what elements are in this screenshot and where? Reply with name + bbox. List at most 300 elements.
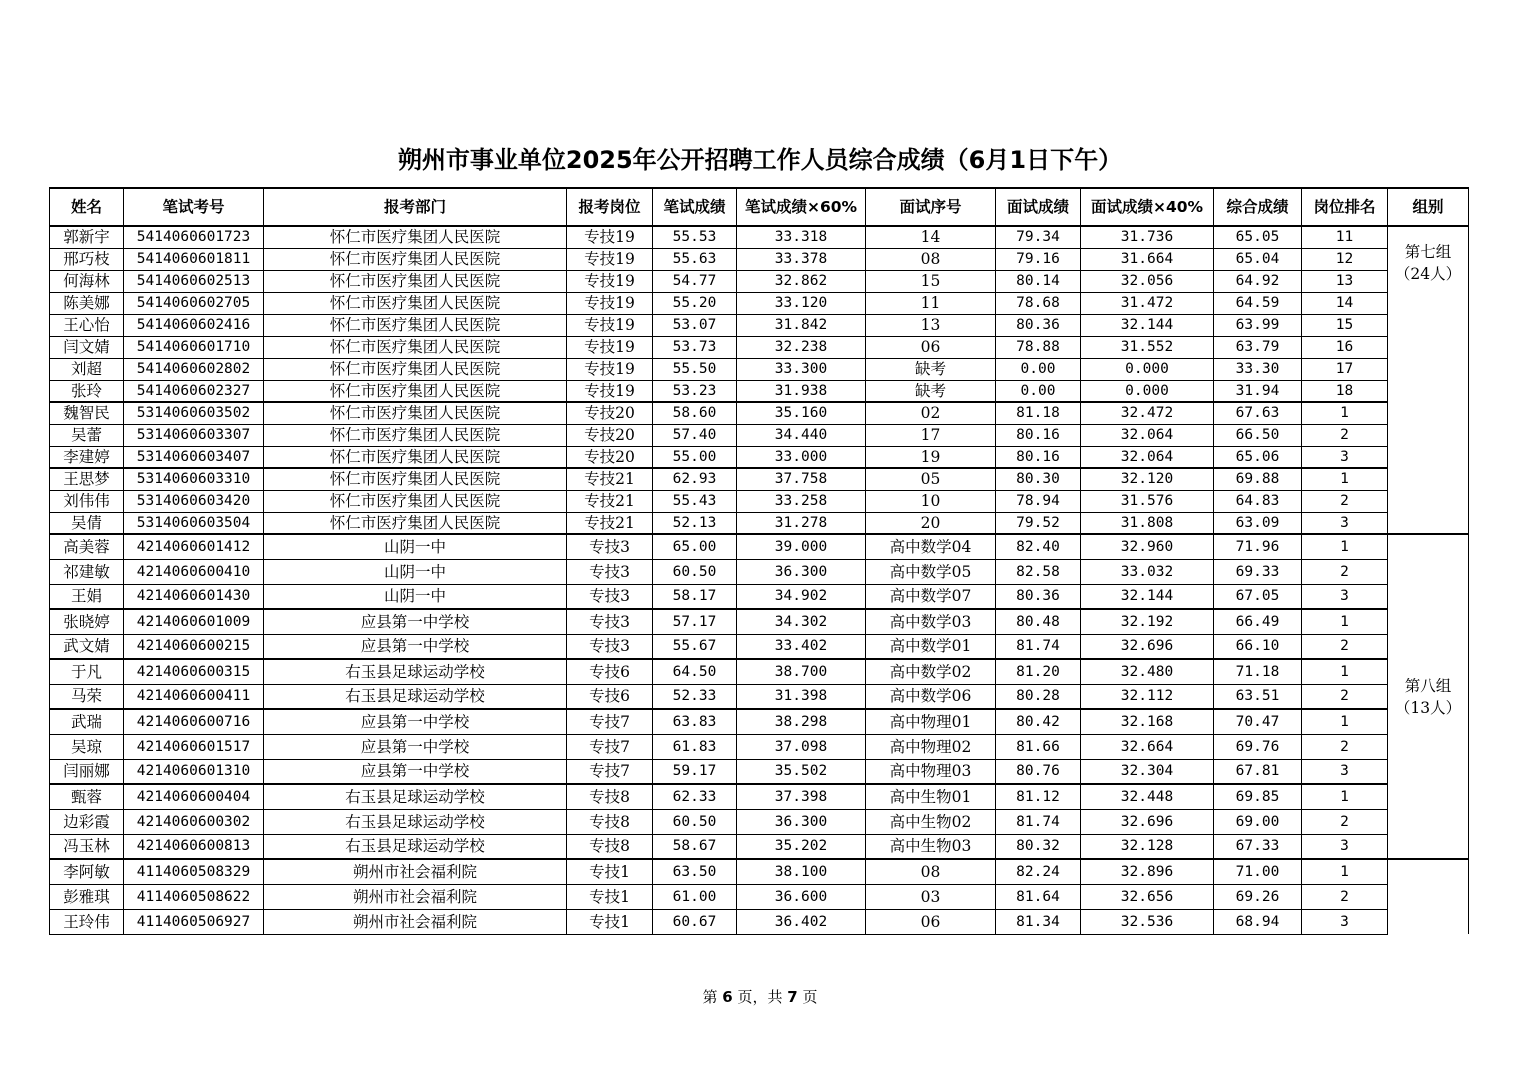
cell-position: 专技19 [567,226,653,248]
cell-rank: 2 [1302,424,1388,446]
cell-rank: 1 [1302,659,1388,684]
table-row [50,292,1469,314]
col-header-interview-no: 面试序号 [866,188,996,226]
cell-written-score: 55.53 [653,226,737,248]
cell-department: 怀仁市医疗集团人民医院 [264,226,567,248]
cell-interview-no: 高中生物02 [866,809,996,834]
cell-rank: 1 [1302,402,1388,424]
cell-department: 朔州市社会福利院 [264,884,567,909]
cell-rank: 1 [1302,859,1388,884]
cell-department: 怀仁市医疗集团人民医院 [264,446,567,468]
cell-interview-weighted: 32.480 [1081,659,1214,684]
group-cell [1388,534,1469,859]
cell-written-score: 53.73 [653,336,737,358]
cell-position: 专技19 [567,380,653,402]
cell-name: 马荣 [50,684,124,709]
cell-interview-score: 80.30 [996,468,1081,490]
cell-interview-weighted: 31.576 [1081,490,1214,512]
cell-exam-no: 4214060600410 [124,559,264,584]
cell-interview-weighted: 0.000 [1081,380,1214,402]
cell-total-score: 69.85 [1214,784,1302,809]
cell-department: 右玉县足球运动学校 [264,684,567,709]
cell-interview-score: 81.74 [996,634,1081,659]
cell-department: 朔州市社会福利院 [264,909,567,934]
cell-interview-score: 80.28 [996,684,1081,709]
cell-interview-score: 80.14 [996,270,1081,292]
cell-rank: 3 [1302,446,1388,468]
cell-interview-score: 80.16 [996,446,1081,468]
cell-rank: 11 [1302,226,1388,248]
cell-interview-no: 17 [866,424,996,446]
cell-total-score: 69.33 [1214,559,1302,584]
cell-total-score: 63.99 [1214,314,1302,336]
cell-exam-no: 4214060600404 [124,784,264,809]
cell-written-score: 55.20 [653,292,737,314]
table-row [50,424,1469,446]
cell-position: 专技7 [567,709,653,734]
cell-position: 专技7 [567,759,653,784]
cell-written-score: 62.93 [653,468,737,490]
cell-written-weighted: 33.300 [737,358,866,380]
cell-position: 专技21 [567,490,653,512]
cell-written-score: 58.67 [653,834,737,859]
cell-position: 专技1 [567,884,653,909]
cell-rank: 18 [1302,380,1388,402]
cell-exam-no: 4214060600215 [124,634,264,659]
cell-interview-weighted: 31.808 [1081,512,1214,534]
cell-interview-no: 高中数学07 [866,584,996,609]
table-row [50,559,1469,584]
cell-written-score: 52.13 [653,512,737,534]
cell-written-score: 63.83 [653,709,737,734]
cell-position: 专技21 [567,512,653,534]
cell-interview-no: 高中物理03 [866,759,996,784]
group-cell [1388,226,1469,534]
cell-written-weighted: 38.298 [737,709,866,734]
cell-name: 闫文婧 [50,336,124,358]
cell-exam-no: 4214060600716 [124,709,264,734]
cell-rank: 2 [1302,559,1388,584]
cell-interview-no: 06 [866,336,996,358]
cell-written-score: 63.50 [653,859,737,884]
col-header-position: 报考岗位 [567,188,653,226]
cell-rank: 2 [1302,684,1388,709]
cell-exam-no: 5314060603407 [124,446,264,468]
cell-name: 王玲伟 [50,909,124,934]
cell-exam-no: 4214060600813 [124,834,264,859]
cell-name: 彭雅琪 [50,884,124,909]
cell-position: 专技19 [567,358,653,380]
cell-interview-score: 0.00 [996,358,1081,380]
cell-interview-no: 03 [866,884,996,909]
cell-position: 专技1 [567,909,653,934]
cell-interview-weighted: 33.032 [1081,559,1214,584]
cell-exam-no: 5314060603504 [124,512,264,534]
cell-total-score: 66.50 [1214,424,1302,446]
cell-interview-weighted: 32.120 [1081,468,1214,490]
cell-department: 怀仁市医疗集团人民医院 [264,490,567,512]
cell-written-weighted: 35.502 [737,759,866,784]
cell-total-score: 64.83 [1214,490,1302,512]
page-title: 朔州市事业单位2025年公开招聘工作人员综合成绩（6月1日下午） [397,146,1123,174]
cell-position: 专技19 [567,314,653,336]
cell-written-weighted: 33.258 [737,490,866,512]
cell-exam-no: 5414060602327 [124,380,264,402]
cell-interview-score: 79.34 [996,226,1081,248]
col-header-written-score: 笔试成绩 [653,188,737,226]
cell-interview-score: 80.32 [996,834,1081,859]
table-row [50,446,1469,468]
cell-interview-weighted: 31.472 [1081,292,1214,314]
cell-total-score: 67.63 [1214,402,1302,424]
footer-mid: 页，共 [737,988,783,1006]
cell-name: 吴蕾 [50,424,124,446]
cell-total-score: 63.79 [1214,336,1302,358]
cell-department: 山阴一中 [264,559,567,584]
cell-department: 右玉县足球运动学校 [264,784,567,809]
cell-rank: 2 [1302,809,1388,834]
table-row [50,380,1469,402]
cell-position: 专技6 [567,684,653,709]
cell-total-score: 70.47 [1214,709,1302,734]
table-row [50,909,1469,934]
cell-interview-no: 06 [866,909,996,934]
cell-position: 专技19 [567,292,653,314]
cell-written-score: 61.00 [653,884,737,909]
cell-name: 陈美娜 [50,292,124,314]
cell-interview-score: 78.94 [996,490,1081,512]
cell-position: 专技3 [567,559,653,584]
cell-department: 怀仁市医疗集团人民医院 [264,314,567,336]
table-row [50,659,1469,684]
cell-name: 张玲 [50,380,124,402]
cell-interview-no: 14 [866,226,996,248]
cell-interview-weighted: 32.696 [1081,809,1214,834]
cell-written-weighted: 31.938 [737,380,866,402]
cell-name: 刘超 [50,358,124,380]
cell-department: 朔州市社会福利院 [264,859,567,884]
cell-interview-no: 10 [866,490,996,512]
cell-rank: 3 [1302,512,1388,534]
cell-name: 边彩霞 [50,809,124,834]
cell-written-score: 54.77 [653,270,737,292]
cell-rank: 13 [1302,270,1388,292]
cell-name: 祁建敏 [50,559,124,584]
cell-interview-no: 15 [866,270,996,292]
cell-written-score: 60.67 [653,909,737,934]
cell-name: 武瑞 [50,709,124,734]
cell-rank: 3 [1302,834,1388,859]
cell-interview-weighted: 32.304 [1081,759,1214,784]
cell-interview-weighted: 0.000 [1081,358,1214,380]
cell-written-weighted: 36.600 [737,884,866,909]
cell-name: 刘伟伟 [50,490,124,512]
cell-position: 专技3 [567,534,653,559]
cell-name: 郭新宇 [50,226,124,248]
table-row [50,809,1469,834]
cell-total-score: 69.00 [1214,809,1302,834]
cell-written-weighted: 35.160 [737,402,866,424]
cell-interview-score: 80.36 [996,314,1081,336]
cell-total-score: 68.94 [1214,909,1302,934]
cell-name: 吴倩 [50,512,124,534]
cell-written-weighted: 36.402 [737,909,866,934]
cell-written-weighted: 33.318 [737,226,866,248]
cell-exam-no: 4214060601517 [124,734,264,759]
cell-total-score: 69.26 [1214,884,1302,909]
cell-written-weighted: 35.202 [737,834,866,859]
cell-written-weighted: 38.700 [737,659,866,684]
cell-exam-no: 5414060602802 [124,358,264,380]
cell-exam-no: 5414060602513 [124,270,264,292]
cell-interview-weighted: 32.056 [1081,270,1214,292]
cell-total-score: 69.88 [1214,468,1302,490]
cell-total-score: 71.96 [1214,534,1302,559]
cell-written-score: 57.17 [653,609,737,634]
cell-name: 于凡 [50,659,124,684]
cell-written-weighted: 37.098 [737,734,866,759]
cell-department: 怀仁市医疗集团人民医院 [264,402,567,424]
cell-position: 专技6 [567,659,653,684]
cell-written-score: 55.00 [653,446,737,468]
cell-name: 王娟 [50,584,124,609]
cell-department: 怀仁市医疗集团人民医院 [264,380,567,402]
table-row [50,884,1469,909]
table-row [50,584,1469,609]
cell-position: 专技19 [567,270,653,292]
cell-name: 武文婧 [50,634,124,659]
cell-rank: 2 [1302,734,1388,759]
cell-interview-score: 78.68 [996,292,1081,314]
cell-written-weighted: 37.758 [737,468,866,490]
cell-exam-no: 5414060601811 [124,248,264,270]
group-count: （13人） [1394,698,1462,717]
cell-interview-score: 0.00 [996,380,1081,402]
cell-written-weighted: 39.000 [737,534,866,559]
table-row [50,784,1469,809]
cell-written-weighted: 33.000 [737,446,866,468]
cell-total-score: 67.81 [1214,759,1302,784]
cell-interview-no: 高中数学06 [866,684,996,709]
table-row [50,336,1469,358]
table-row [50,270,1469,292]
cell-total-score: 31.94 [1214,380,1302,402]
table-header-row [50,188,1469,226]
footer-page-number: 6 [722,988,733,1006]
cell-rank: 1 [1302,534,1388,559]
cell-name: 李建婷 [50,446,124,468]
cell-exam-no: 4114060508622 [124,884,264,909]
cell-position: 专技8 [567,784,653,809]
cell-position: 专技3 [567,634,653,659]
cell-rank: 2 [1302,634,1388,659]
cell-interview-score: 82.24 [996,859,1081,884]
col-header-group: 组别 [1388,188,1469,226]
cell-total-score: 65.06 [1214,446,1302,468]
cell-exam-no: 5314060603420 [124,490,264,512]
cell-written-weighted: 33.378 [737,248,866,270]
cell-interview-weighted: 31.736 [1081,226,1214,248]
cell-interview-weighted: 32.168 [1081,709,1214,734]
cell-position: 专技21 [567,468,653,490]
cell-exam-no: 4214060600315 [124,659,264,684]
footer-page-total: 7 [787,988,798,1006]
table-row [50,734,1469,759]
cell-total-score: 71.18 [1214,659,1302,684]
cell-name: 高美蓉 [50,534,124,559]
cell-written-score: 58.60 [653,402,737,424]
cell-name: 闫丽娜 [50,759,124,784]
page-footer [0,986,1520,1007]
cell-position: 专技1 [567,859,653,884]
cell-exam-no: 5414060601710 [124,336,264,358]
cell-written-weighted: 36.300 [737,559,866,584]
cell-interview-weighted: 32.656 [1081,884,1214,909]
cell-written-weighted: 34.902 [737,584,866,609]
cell-department: 应县第一中学校 [264,709,567,734]
cell-position: 专技8 [567,834,653,859]
cell-written-weighted: 32.238 [737,336,866,358]
cell-interview-no: 高中生物03 [866,834,996,859]
cell-name: 邢巧枝 [50,248,124,270]
cell-exam-no: 4214060601412 [124,534,264,559]
group-name: 第七组 [1404,243,1452,261]
cell-department: 应县第一中学校 [264,634,567,659]
cell-name: 吴琼 [50,734,124,759]
cell-department: 右玉县足球运动学校 [264,659,567,684]
cell-department: 应县第一中学校 [264,734,567,759]
cell-position: 专技7 [567,734,653,759]
cell-exam-no: 5414060602705 [124,292,264,314]
cell-total-score: 66.10 [1214,634,1302,659]
cell-total-score: 63.51 [1214,684,1302,709]
cell-written-score: 53.07 [653,314,737,336]
cell-total-score: 71.00 [1214,859,1302,884]
col-header-exam-no: 笔试考号 [124,188,264,226]
table-row [50,402,1469,424]
cell-interview-weighted: 32.472 [1081,402,1214,424]
cell-interview-score: 80.76 [996,759,1081,784]
cell-written-score: 55.50 [653,358,737,380]
cell-interview-no: 高中数学01 [866,634,996,659]
cell-name: 张晓婷 [50,609,124,634]
table-row [50,609,1469,634]
score-table [49,187,1469,935]
cell-name: 王心怡 [50,314,124,336]
cell-interview-weighted: 32.128 [1081,834,1214,859]
table-row [50,534,1469,559]
cell-interview-weighted: 32.696 [1081,634,1214,659]
cell-interview-score: 78.88 [996,336,1081,358]
cell-name: 何海林 [50,270,124,292]
cell-written-score: 57.40 [653,424,737,446]
cell-written-weighted: 33.402 [737,634,866,659]
cell-department: 怀仁市医疗集团人民医院 [264,424,567,446]
cell-interview-score: 81.34 [996,909,1081,934]
cell-interview-no: 高中物理02 [866,734,996,759]
col-header-interview-weighted: 面试成绩×40% [1081,188,1214,226]
cell-interview-score: 82.58 [996,559,1081,584]
table-row [50,314,1469,336]
cell-department: 怀仁市医疗集团人民医院 [264,336,567,358]
table-row [50,248,1469,270]
cell-exam-no: 4214060601430 [124,584,264,609]
cell-rank: 17 [1302,358,1388,380]
cell-written-score: 55.67 [653,634,737,659]
cell-written-score: 60.50 [653,559,737,584]
cell-position: 专技3 [567,584,653,609]
cell-interview-no: 高中数学03 [866,609,996,634]
cell-interview-weighted: 31.552 [1081,336,1214,358]
col-header-name: 姓名 [50,188,124,226]
cell-written-score: 59.17 [653,759,737,784]
group-name: 第八组 [1404,676,1452,695]
table-row [50,468,1469,490]
cell-interview-no: 高中生物01 [866,784,996,809]
cell-interview-no: 08 [866,859,996,884]
cell-exam-no: 4214060601009 [124,609,264,634]
cell-department: 山阴一中 [264,584,567,609]
cell-department: 怀仁市医疗集团人民医院 [264,512,567,534]
cell-position: 专技8 [567,809,653,834]
col-header-total-score: 综合成绩 [1214,188,1302,226]
cell-interview-score: 81.74 [996,809,1081,834]
footer-suffix: 页 [802,988,818,1006]
cell-interview-weighted: 32.664 [1081,734,1214,759]
cell-rank: 1 [1302,784,1388,809]
table-row [50,684,1469,709]
cell-name: 魏智民 [50,402,124,424]
cell-written-score: 65.00 [653,534,737,559]
cell-interview-score: 81.66 [996,734,1081,759]
table-row [50,358,1469,380]
cell-interview-weighted: 32.112 [1081,684,1214,709]
cell-department: 怀仁市医疗集团人民医院 [264,270,567,292]
cell-interview-score: 81.20 [996,659,1081,684]
cell-interview-weighted: 32.144 [1081,314,1214,336]
cell-department: 应县第一中学校 [264,609,567,634]
cell-interview-score: 80.16 [996,424,1081,446]
cell-interview-weighted: 32.064 [1081,446,1214,468]
cell-exam-no: 5314060603310 [124,468,264,490]
cell-total-score: 63.09 [1214,512,1302,534]
cell-exam-no: 5414060602416 [124,314,264,336]
cell-position: 专技3 [567,609,653,634]
cell-department: 怀仁市医疗集团人民医院 [264,468,567,490]
cell-rank: 16 [1302,336,1388,358]
cell-name: 甄蓉 [50,784,124,809]
cell-rank: 1 [1302,709,1388,734]
cell-written-score: 61.83 [653,734,737,759]
group-cell [1388,859,1469,934]
cell-written-weighted: 33.120 [737,292,866,314]
cell-rank: 15 [1302,314,1388,336]
cell-written-score: 55.43 [653,490,737,512]
cell-written-weighted: 31.842 [737,314,866,336]
cell-rank: 14 [1302,292,1388,314]
cell-written-score: 62.33 [653,784,737,809]
cell-exam-no: 4114060506927 [124,909,264,934]
table-row [50,490,1469,512]
cell-exam-no: 5314060603307 [124,424,264,446]
col-header-rank: 岗位排名 [1302,188,1388,226]
cell-written-weighted: 38.100 [737,859,866,884]
cell-department: 怀仁市医疗集团人民医院 [264,358,567,380]
cell-interview-no: 02 [866,402,996,424]
cell-department: 应县第一中学校 [264,759,567,784]
cell-exam-no: 4214060601310 [124,759,264,784]
cell-interview-no: 缺考 [866,358,996,380]
